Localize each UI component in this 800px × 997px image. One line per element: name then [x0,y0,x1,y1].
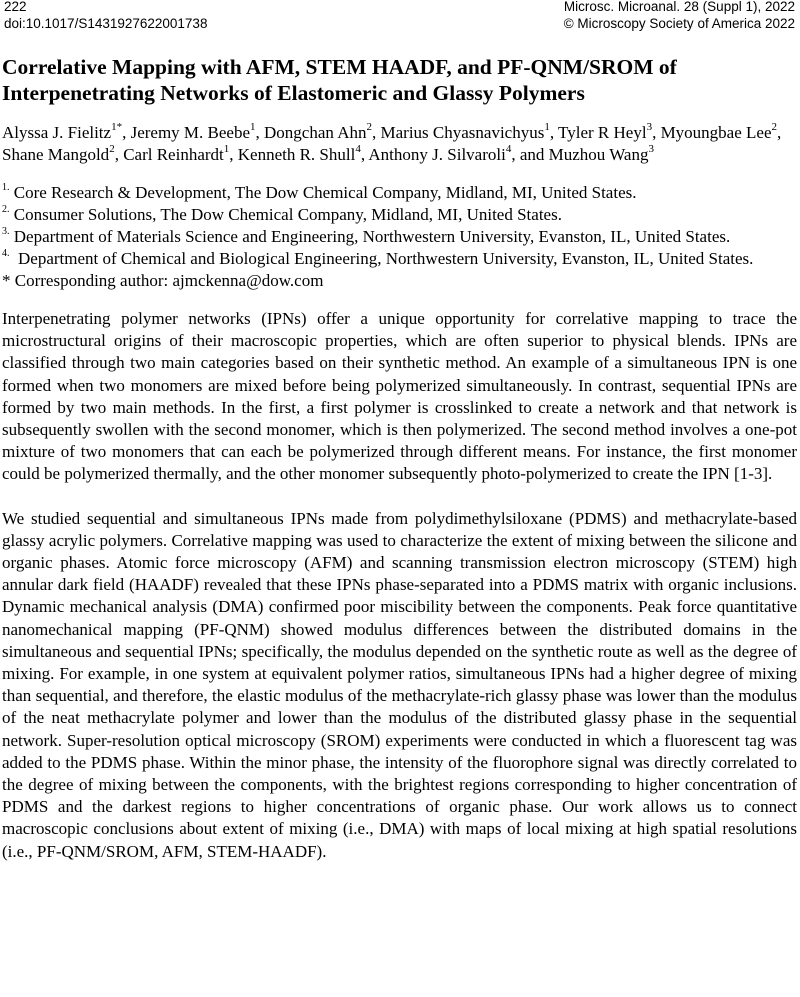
affiliation [2,182,797,204]
affiliation-text: Department of Chemical and Biological Engineering, Northwestern University, Evanston, IL, United States. [9,249,754,268]
affiliation-number: 4. [2,248,10,260]
author-separator: , [652,123,661,142]
body-paragraph: We studied sequential and simultaneous IPNs made from polydimethylsiloxane (PDMS) and methacrylate-based glassy acrylic polymers. Correlative mapping was used to characterize the extent of mixing between the silicone and organic phases. Atomic force microscopy (AFM) and scanning transmission electron microscopy (STEM) high annular dark field (HAADF) revealed that these IPNs phase-separated into a PDMS matrix with organic inclusions. Dynamic mechanical analysis (DMA) confirmed poor miscibility between the components. Peak force quantitative nanomechanical mapping (PF-QNM) showed modulus differences between the distributed domains in the simultaneous and sequential IPNs; specifically, the modulus depended on the synthetic route as well as the degree of mixing. For example, in one system at equivalent polymer ratios, simultaneous IPNs had a higher degree of mixing than sequential, and therefore, the elastic modulus of the methacrylate-rich glassy phase was lower than the modulus of the neat methacrylate polymer and lower than the modulus of the distributed glassy phase in the sequential network. Super-resolution optical microscopy (SROM) experiments were conducted in which a fluorescent tag was added to the PDMS phase. Within the minor phase, the intensity of the fluorophore signal was directly correlated to the degree of mixing between the components, with the brightest regions corresponding to higher concentration of PDMS and the darkest regions to higher concentrations of organic phase. Our work allows us to connect macroscopic conclusions about extent of mixing (i.e., DMA) with maps of local mixing at high spatial resolutions (i.e., PF-QNM/SROM, AFM, STEM-HAADF). [2,508,797,861]
author-name: Marius Chyasnavichyus [380,123,545,142]
affiliation-text: Department of Materials Science and Engineering, Northwestern University, Evanston, IL, United States. [9,227,731,246]
article-body [2,54,797,885]
header-left [4,0,207,32]
author-name: Muzhou Wang [548,145,649,164]
author-separator: , [229,145,238,164]
corresponding-author: * Corresponding author: ajmckenna@dow.com [2,271,324,290]
header-right [564,0,795,32]
author-name: Tyler R Heyl [558,123,647,142]
author-affiliation-marker: 3 [648,143,654,156]
author-affiliation-marker: 2 [109,143,115,156]
doi: doi:10.1017/S1431927622001738 [4,16,208,31]
author-separator: , [122,123,131,142]
author-separator: , [777,123,786,142]
page-number: 222 [4,0,27,14]
affiliation-number: 3. [2,226,10,238]
author-name: Anthony J. Silvaroli [368,145,506,164]
author-affiliation-marker: 4 [355,143,361,156]
journal-citation: Microsc. Microanal. 28 (Suppl 1), 2022 [563,0,795,14]
author-name: Shane Mangold [2,145,110,164]
affiliation-list [2,182,797,270]
author-affiliation-marker: 2 [366,121,372,134]
author-separator: , [114,145,124,164]
affiliation [2,248,797,270]
author-affiliation-marker: 3 [646,121,653,134]
paper-title: Correlative Mapping with AFM, STEM HAADF, and PF-QNM/SROM of Interpenetrating Networks of Elastomeric and Glassy Polymers [2,55,677,105]
affiliation-text: Core Research & Development, The Dow Chemical Company, Midland, MI, United States. [9,183,637,202]
affiliation-number: 2. [2,204,10,216]
author-name: Kenneth R. Shull [237,145,356,164]
affiliation [2,204,797,226]
author-separator: , [549,123,559,142]
author-separator: , [372,123,381,142]
author-name: Dongchan Ahn [264,123,367,142]
author-name: Myoungbae Lee [660,123,772,142]
author-separator: , [255,123,265,142]
author-name: Jeremy M. Beebe [130,123,251,142]
author-affiliation-marker: 2 [771,121,777,134]
author-affiliation-marker: 1 [250,121,256,134]
author-affiliation-marker: 1* [111,121,123,134]
author-affiliation-marker: 1 [223,143,230,156]
author-name: Carl Reinhardt [123,145,224,164]
affiliation [2,226,797,248]
body-paragraph: Interpenetrating polymer networks (IPNs) offer a unique opportunity for correlative mapping to trace the microstructural origins of their macroscopic properties, which are often superior to physical blends. IPNs are classified through two main categories based on their synthetic method. An example of a simultaneous IPN is one formed when two monomers are mixed before being polymerized simultaneously. In contrast, sequential IPNs are formed by two main methods. In the first, a first polymer is crosslinked to create a network and that network is subsequently swollen with the second monomer, which is then polymerized. The second method involves a one-pot mixture of two monomers that can each be polymerized through different means. For instance, the first monomer could be polymerized thermally, and the other monomer subsequently photo-polymerized to create the IPN [1-3]. [2,309,797,484]
author-affiliation-marker: 1 [544,121,550,134]
author-name: Alyssa J. Fielitz [2,123,112,142]
affiliation-number: 1. [2,182,10,194]
affiliation-text: Consumer Solutions, The Dow Chemical Company, Midland, MI, United States. [9,205,562,224]
abstract-body [2,308,797,863]
author-separator: , and [511,145,549,164]
author-list [2,122,797,166]
author-separator: , [360,145,369,164]
copyright: © Microscopy Society of America 2022 [563,16,795,31]
author-affiliation-marker: 4 [505,143,512,156]
